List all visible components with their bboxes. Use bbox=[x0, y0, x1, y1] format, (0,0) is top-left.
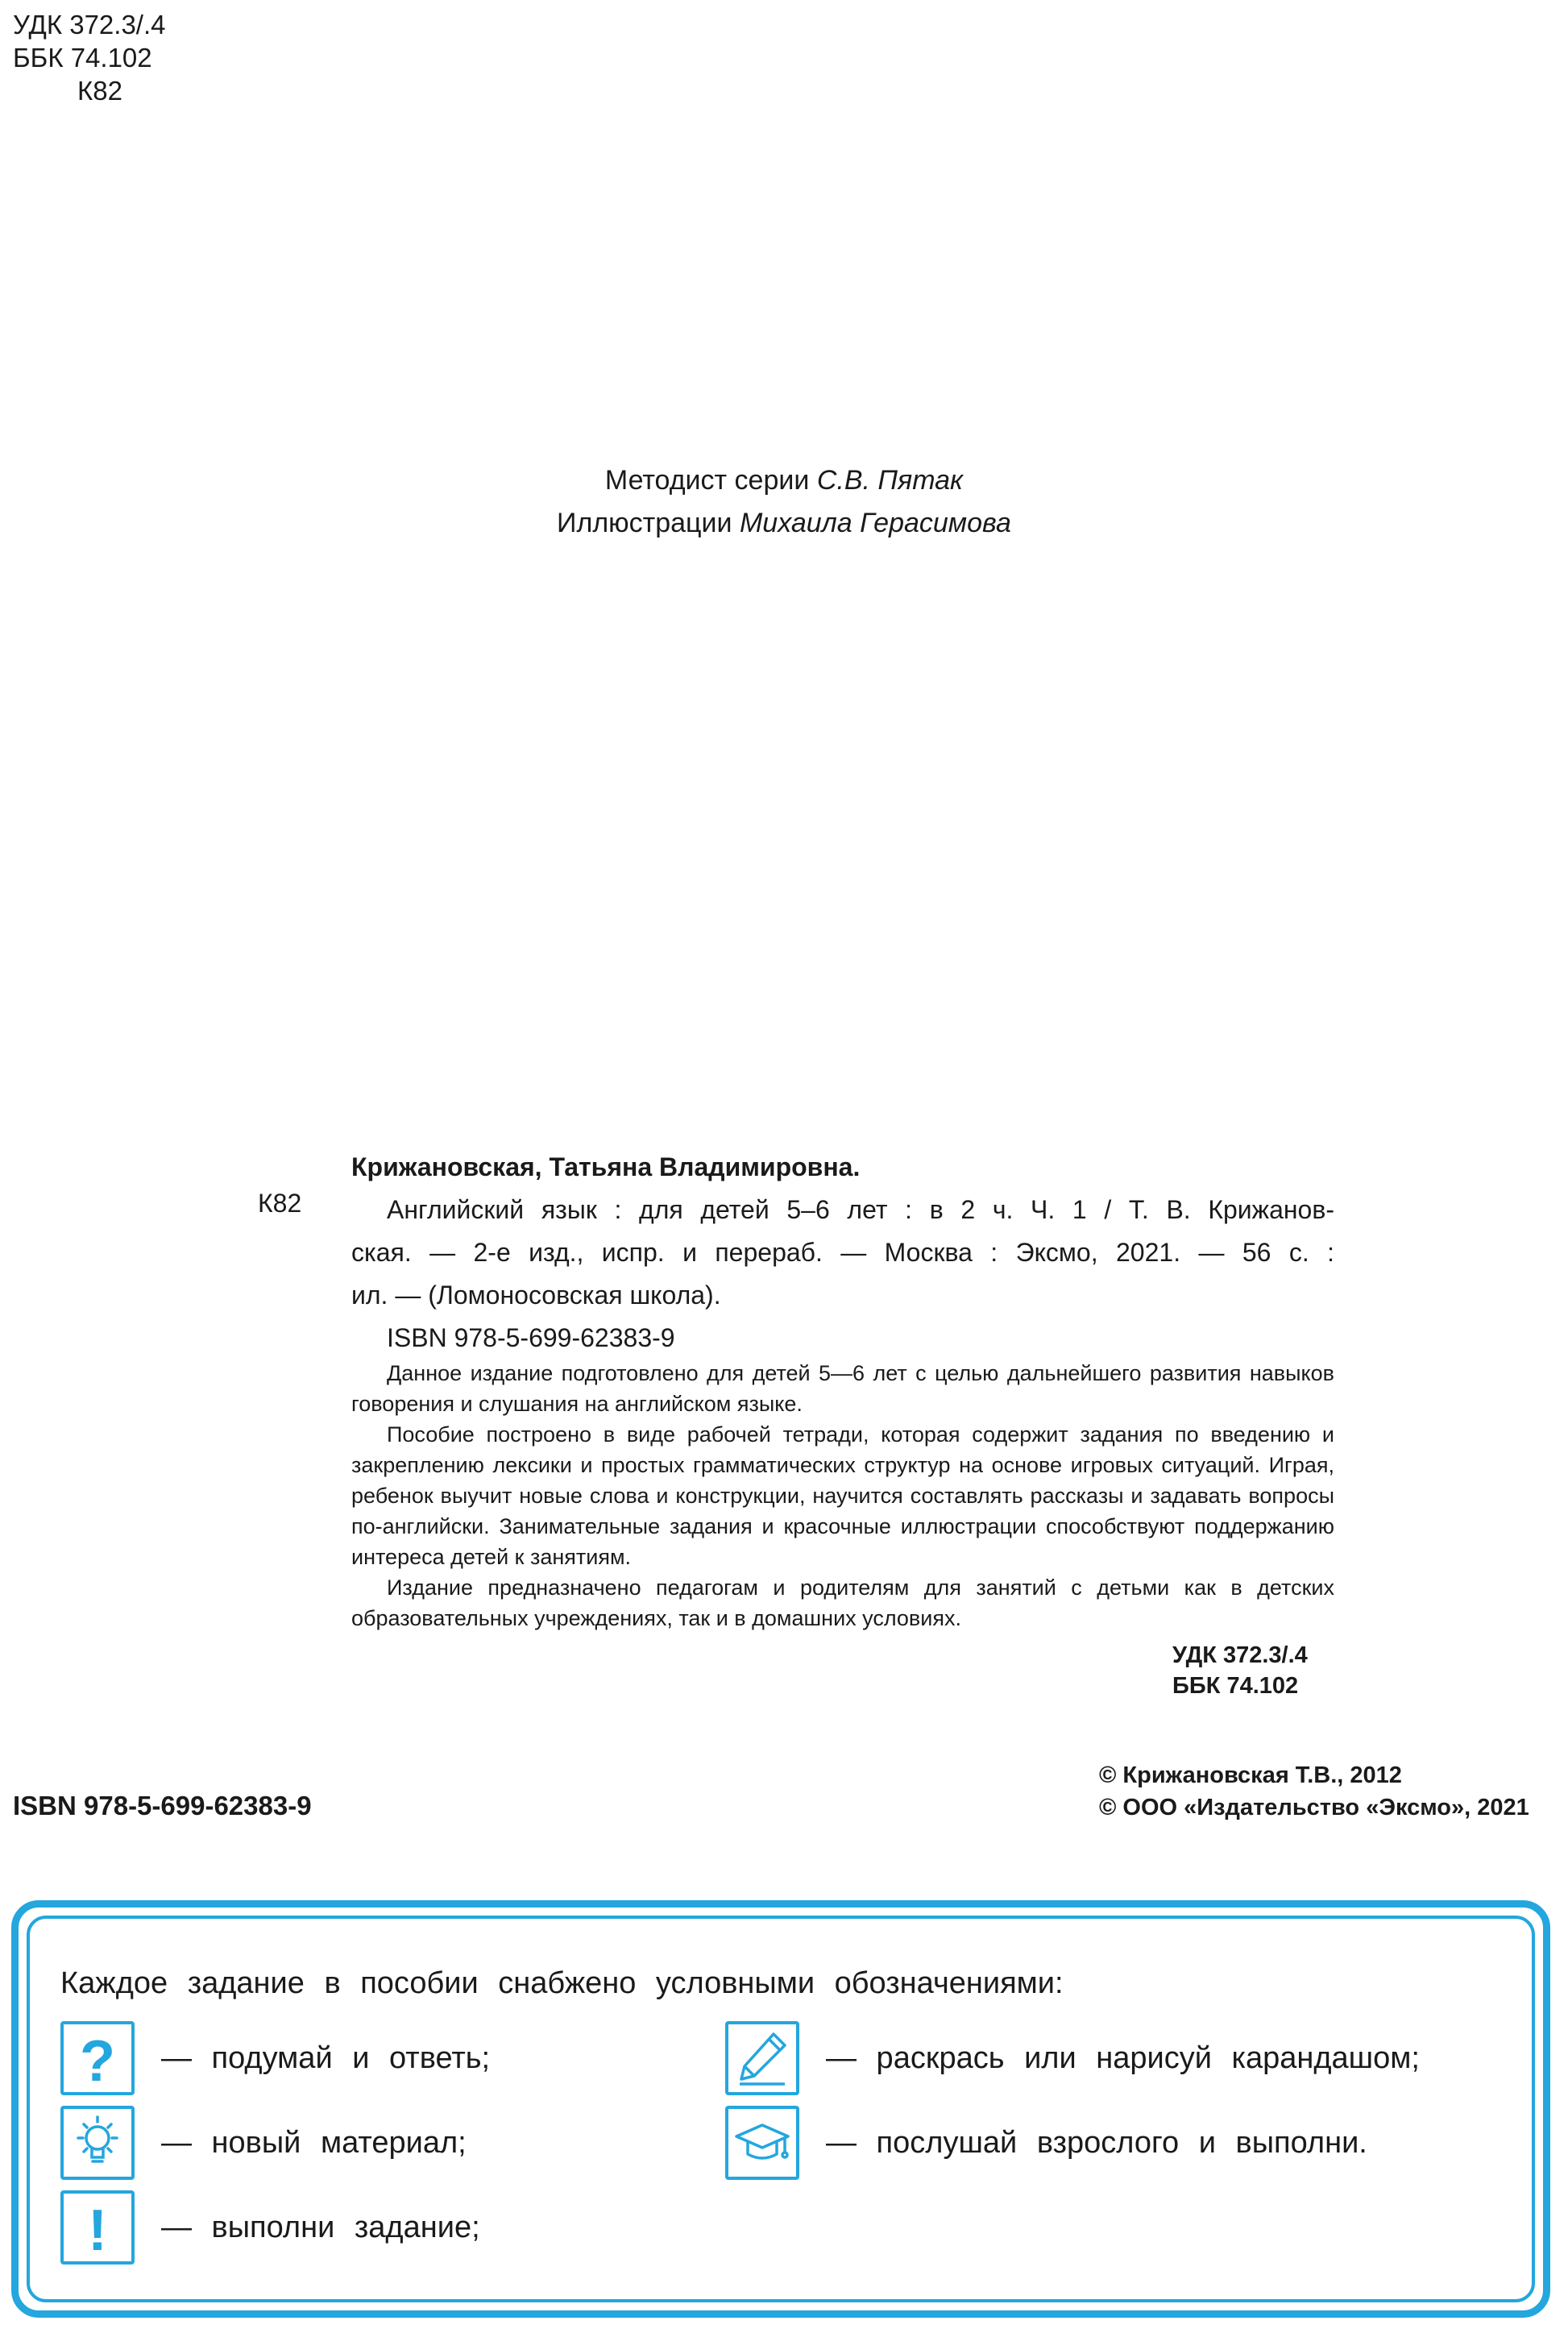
pencil-icon bbox=[725, 2021, 799, 2095]
udk-code: УДК 372.3/.4 bbox=[13, 10, 166, 39]
bibliographic-record bbox=[351, 1146, 1334, 1360]
methodist-name: С.В. Пятак bbox=[816, 465, 964, 496]
record-line-3: ил. — (Ломоносовская школа). bbox=[351, 1281, 721, 1310]
record-isbn: ISBN 978-5-699-62383-9 bbox=[387, 1323, 675, 1352]
record-line-2: ская. — 2-е изд., испр. и перераб. — Москва : Эксмо, 2021. — 56 с. : bbox=[351, 1238, 1334, 1267]
author-mark: К82 bbox=[77, 76, 122, 106]
methodist-label: Методист серии bbox=[604, 465, 810, 496]
legend-title: Каждое задание в пособии снабжено условными обозначениями: bbox=[60, 1966, 1064, 2000]
annotation-bbk: ББК 74.102 bbox=[1172, 1673, 1299, 1699]
copyright bbox=[1099, 1759, 1529, 1824]
legend-text-listen: — послушай взрослого и выполни. bbox=[826, 2126, 1367, 2160]
annotation bbox=[351, 1358, 1334, 1634]
light-bulb-icon bbox=[60, 2106, 135, 2180]
copyright-publisher: © ООО «Издательство «Эксмо», 2021 bbox=[1099, 1795, 1529, 1820]
question-mark-icon bbox=[60, 2021, 135, 2095]
graduation-cap-icon bbox=[725, 2106, 799, 2180]
legend-text-draw: — раскрась или нарисуй карандашом; bbox=[826, 2041, 1420, 2075]
annotation-udk: УДК 372.3/.4 bbox=[1172, 1642, 1308, 1668]
legend-text-think: — подумай и ответь; bbox=[161, 2041, 491, 2075]
legend-text-new: — новый материал; bbox=[161, 2126, 467, 2160]
illustrator-name: Михаила Герасимова bbox=[739, 508, 1011, 538]
record-author-mark: К82 bbox=[258, 1189, 302, 1218]
copyright-author: © Крижановская Т.В., 2012 bbox=[1099, 1762, 1402, 1788]
exclamation-mark-icon bbox=[60, 2190, 135, 2265]
annotation-paragraph-1: Данное издание подготовлено для детей 5—6 лет с целью дальнейшего развития навыков говорения и слушания на английском языке. bbox=[351, 1361, 1334, 1416]
svg-text:?: ? bbox=[80, 2029, 115, 2092]
isbn-large: ISBN 978-5-699-62383-9 bbox=[13, 1791, 312, 1820]
record-author: Крижановская, Татьяна Владимировна. bbox=[351, 1152, 861, 1181]
record-line-1: Английский язык : для детей 5–6 лет : в 2 ч. Ч. 1 / Т. В. Крижанов- bbox=[387, 1195, 1334, 1224]
legend-text-task: — выполни задание; bbox=[161, 2211, 480, 2244]
svg-text:!: ! bbox=[88, 2198, 107, 2261]
bbk-code: ББК 74.102 bbox=[13, 43, 152, 73]
annotation-paragraph-2: Пособие построено в виде рабочей тетради, которая содержит задания по введению и закреплению лексики и простых грамматических структур на основе игровых ситуаций. Играя, ребенок выучит новые слова и конструкции, научится составлять рассказы и задавать вопросы по-английски. Занимательные задания и красочные иллюстрации способствуют поддержанию интереса детей к занятиям. bbox=[351, 1422, 1334, 1569]
annotation-codes bbox=[1172, 1640, 1308, 1701]
catalog-codes bbox=[13, 8, 166, 107]
illustrations-label: Иллюстрации bbox=[557, 508, 732, 538]
methodist-credit bbox=[0, 465, 1568, 496]
illustrations-credit bbox=[0, 508, 1568, 539]
annotation-paragraph-3: Издание предназначено педагогам и родителям для занятий с детьми как в детских образовательных учреждениях, так и в домашних условиях. bbox=[351, 1575, 1334, 1630]
